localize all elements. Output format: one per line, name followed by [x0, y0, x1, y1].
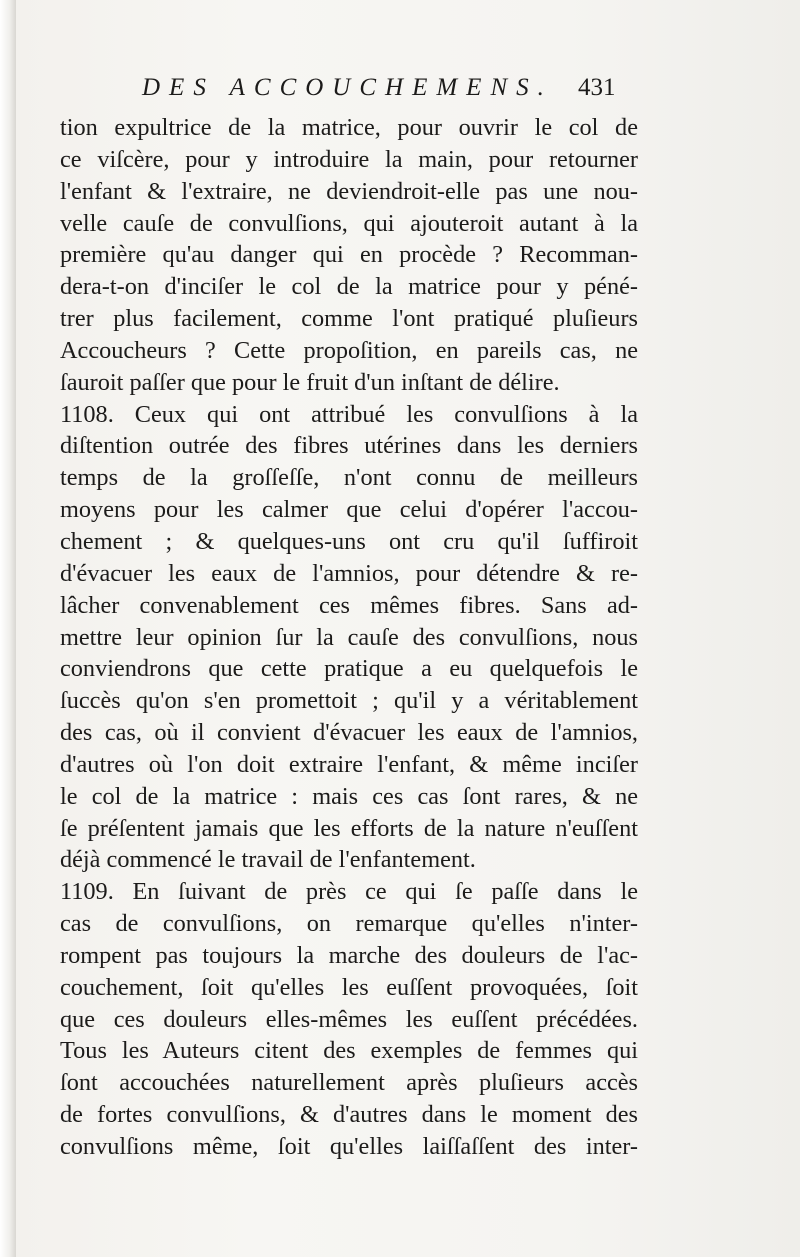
text-line: velle cauſe de convulſions, qui ajouteroit autant à la — [60, 209, 638, 237]
text-line: 1109. En ſuivant de près ce qui ſe paſſe dans le — [60, 878, 638, 906]
text-line: ſont accouchées naturellement après pluſieurs accès — [60, 1069, 638, 1097]
text-line: convulſions même, ſoit qu'elles laiſſaſſent des inter- — [60, 1133, 638, 1160]
text-line: ſe préſentent jamais que les efforts de la nature n'euſſent — [60, 814, 638, 842]
text-line: mettre leur opinion ſur la cauſe des convulſions, nous — [60, 623, 638, 651]
text-line: 1108. Ceux qui ont attribué les convulſions à la — [60, 400, 638, 428]
text-line: déjà commencé le travail de l'enfantement. — [60, 846, 476, 874]
text-line: dera-t-on d'inciſer le col de la matrice pour y péné- — [60, 273, 638, 301]
text-line: moyens pour les calmer que celui d'opérer l'accou- — [60, 496, 638, 524]
page-number: 431 — [578, 74, 616, 101]
text-line: chement ; & quelques-uns ont cru qu'il ſuffiroit — [60, 527, 638, 555]
page-header — [0, 70, 800, 110]
text-line: diſtention outrée des fibres utérines dans les derniers — [60, 432, 638, 460]
text-line: que ces douleurs elles-mêmes les euſſent précédées. — [60, 1005, 638, 1033]
text-line: l'enfant & l'extraire, ne deviendroit-elle pas une nou- — [60, 177, 638, 205]
text-line: rompent pas toujours la marche des douleurs de l'ac- — [60, 941, 638, 969]
text-line: tion expultrice de la matrice, pour ouvrir le col de — [60, 114, 638, 141]
text-line: conviendrons que cette pratique a eu quelquefois le — [60, 655, 638, 683]
text-line: ſuccès qu'on s'en promettoit ; qu'il y a véritablement — [60, 687, 638, 715]
text-line: Tous les Auteurs citent des exemples de femmes qui — [60, 1037, 638, 1065]
text-line: d'évacuer les eaux de l'amnios, pour détendre & re- — [60, 559, 638, 587]
text-line: couchement, ſoit qu'elles les euſſent provoquées, ſoit — [60, 973, 638, 1001]
text-line: le col de la matrice : mais ces cas ſont rares, & ne — [60, 782, 638, 810]
running-title: DES ACCOUCHEMENS. — [142, 74, 553, 101]
text-line: lâcher convenablement ces mêmes fibres. Sans ad- — [60, 591, 638, 619]
text-line: trer plus facilement, comme l'ont pratiqué pluſieurs — [60, 305, 638, 333]
text-line: ſauroit paſſer que pour le fruit d'un inſtant de délire. — [60, 368, 560, 396]
body-text — [60, 112, 638, 1163]
text-line: Accoucheurs ? Cette propoſition, en pareils cas, ne — [60, 336, 638, 364]
page-binding-edge — [0, 0, 16, 1257]
text-line: temps de la groſſeſſe, n'ont connu de meilleurs — [60, 464, 638, 492]
text-line: de fortes convulſions, & d'autres dans le moment des — [60, 1101, 638, 1129]
text-line: ce viſcère, pour y introduire la main, pour retourner — [60, 145, 638, 173]
text-line: cas de convulſions, on remarque qu'elles n'inter- — [60, 910, 638, 938]
text-line: première qu'au danger qui en procède ? Recomman- — [60, 241, 638, 269]
text-line: d'autres où l'on doit extraire l'enfant, & même inciſer — [60, 750, 638, 778]
text-line: des cas, où il convient d'évacuer les eaux de l'amnios, — [60, 719, 638, 747]
